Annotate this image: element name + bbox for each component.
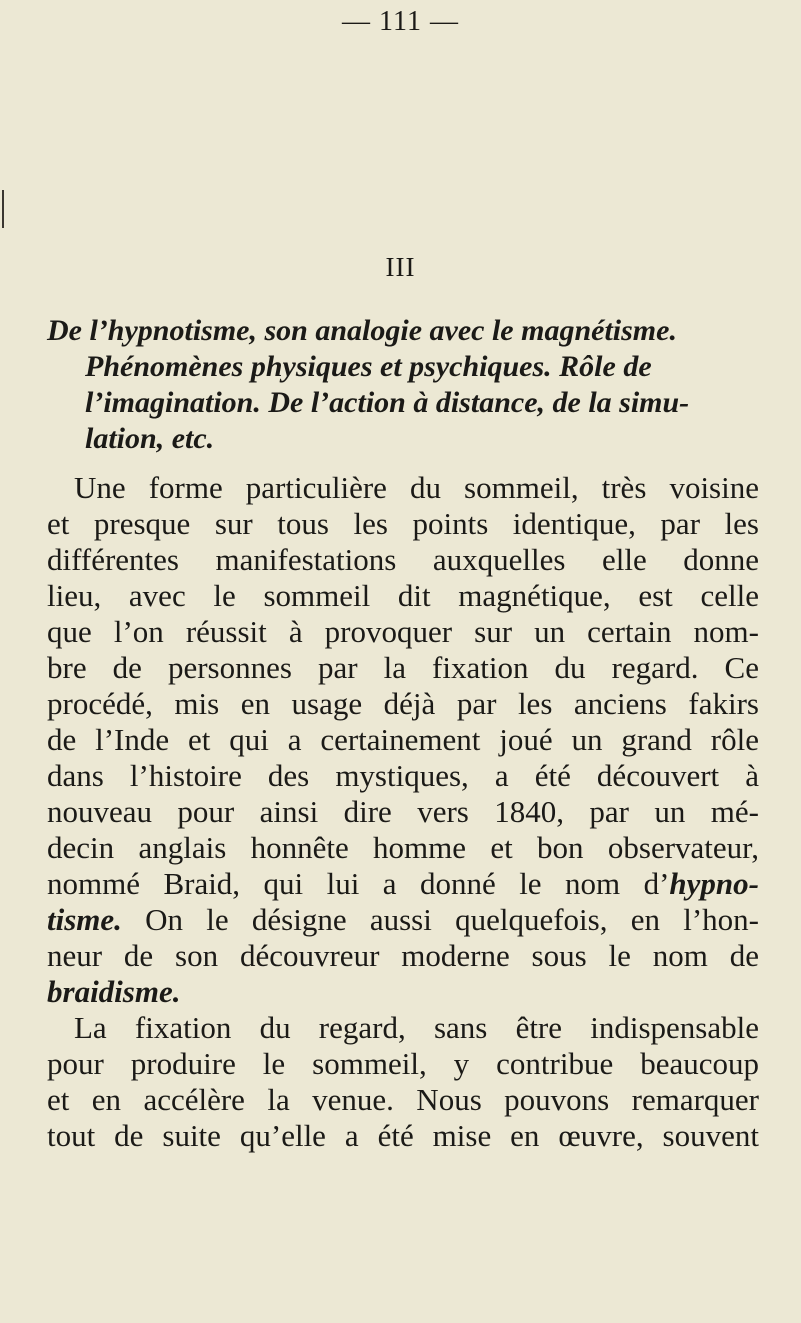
text-line: pour produire le sommeil, y contribue beaucoup bbox=[47, 1046, 759, 1081]
text-line: neur de son découvreur moderne sous le nom de bbox=[47, 938, 759, 973]
text-line: différentes manifestations auxquelles elle donne bbox=[47, 542, 759, 577]
italic-term: braidisme. bbox=[47, 974, 181, 1009]
summary-line: lation, etc. bbox=[85, 422, 215, 455]
text-line: et presque sur tous les points identique, par les bbox=[47, 506, 759, 541]
text-line bbox=[47, 902, 759, 938]
summary-line: De l’hypnotisme, son analogie avec le magnétisme. bbox=[47, 314, 677, 347]
text-line: et en accélère la venue. Nous pouvons remarquer bbox=[47, 1082, 759, 1117]
text-line: de l’Inde et qui a certainement joué un grand rôle bbox=[47, 722, 759, 757]
text-line: Une forme particulière du sommeil, très voisine bbox=[74, 470, 759, 505]
text-line: decin anglais honnête homme et bon observateur, bbox=[47, 830, 759, 865]
summary-line: Phénomènes physiques et psychiques. Rôle de bbox=[85, 350, 652, 383]
italic-term: hypno- bbox=[669, 866, 759, 901]
text-line: nouveau pour ainsi dire vers 1840, par un mé- bbox=[47, 794, 759, 829]
text-line bbox=[47, 974, 759, 1010]
chapter-number: III bbox=[385, 252, 416, 282]
text-line bbox=[47, 866, 759, 902]
text-line: que l’on réussit à provoquer sur un certain nom- bbox=[47, 614, 759, 649]
body-text bbox=[47, 470, 759, 1154]
margin-mark bbox=[2, 190, 4, 228]
text-line: lieu, avec le sommeil dit magnétique, est celle bbox=[47, 578, 759, 613]
summary-line: l’imagination. De l’action à distance, de la simu- bbox=[85, 386, 690, 419]
page-number: — 111 — bbox=[342, 6, 459, 37]
text-fragment: nommé Braid, qui lui a donné le nom d’ bbox=[47, 866, 670, 901]
text-fragment: On le désigne aussi quelquefois, en l’hon- bbox=[121, 902, 759, 937]
text-line: procédé, mis en usage déjà par les anciens fakirs bbox=[47, 686, 759, 721]
text-line: dans l’histoire des mystiques, a été découvert à bbox=[47, 758, 759, 793]
text-line: La fixation du regard, sans être indispensable bbox=[74, 1010, 759, 1045]
chapter-summary bbox=[47, 313, 757, 457]
text-line: tout de suite qu’elle a été mise en œuvre, souvent bbox=[47, 1118, 759, 1153]
text-line: bre de personnes par la fixation du regard. Ce bbox=[47, 650, 759, 685]
italic-term: tisme. bbox=[47, 902, 122, 937]
